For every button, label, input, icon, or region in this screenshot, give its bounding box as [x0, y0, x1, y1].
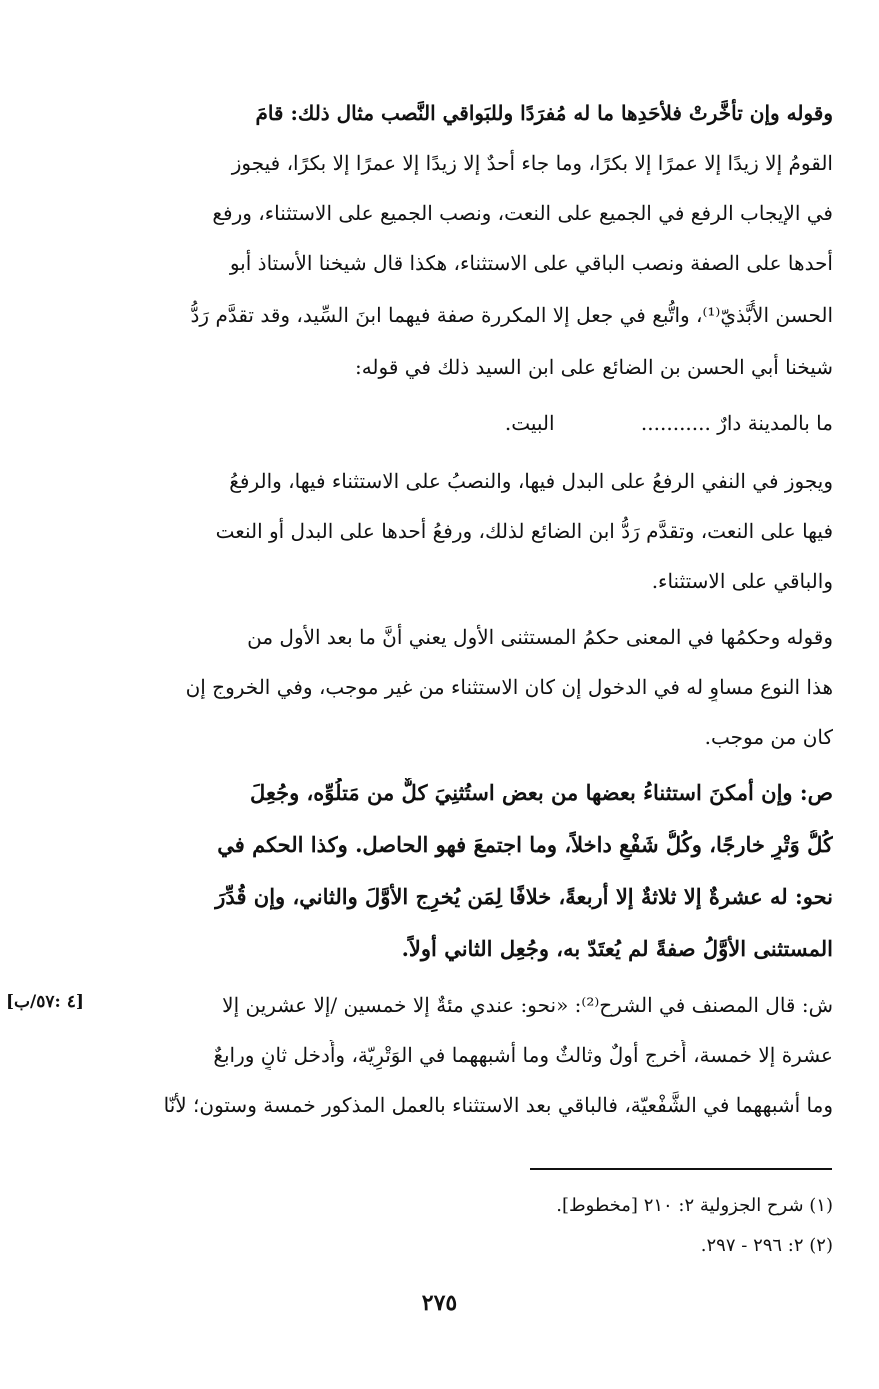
- text-line: الحسن الأُبَّذيّ⁽¹⁾، واتُّبع في جعل إلا المكررة صفة فيهما ابنَ السِّيد، وقد تقدَّم رَدُّ: [190, 303, 833, 327]
- text-line: [117, 98, 833, 128]
- verse-line: [117, 408, 833, 438]
- text-line: هذا النوع مساوٍ له في الدخول إن كان الاستثناء من غير موجب، وفي الخروج إن: [185, 675, 833, 699]
- quoted-text: وقوله وإن تأخَّرتْ فلأحَدِها ما له مُفرَدًا وللبَواقي النَّصب مثال ذلك: قامَ: [255, 101, 833, 125]
- footnote: (١) شرح الجزولية ٢: ٢١٠ [مخطوط].: [556, 1195, 833, 1216]
- text-line: القومُ إلا زيدًا إلا عمرًا إلا بكرًا، وما جاء أحدٌ إلا زيدًا إلا عمرًا إلا بكرًا، فيجوز: [231, 151, 833, 175]
- matn-line: المستثنى الأوَّلُ صفةً لم يُعتَدّ به، وجُعِل الثاني أولاً.: [401, 936, 833, 961]
- text-line: وقوله وحكمُها في المعنى حكمُ المستثنى الأول يعني أنَّ ما بعد الأول من: [247, 625, 833, 649]
- manuscript-folio-note: [٤ :٥٧/ب]: [6, 992, 84, 1012]
- text-line: شيخنا أبي الحسن بن الضائع على ابن السيد ذلك في قوله:: [354, 355, 833, 379]
- text-line: عشرة إلا خمسة، أُخرج أولٌ وثالثٌ وما أشبههما في الوَتْرِيّة، وأُدخل ثانٍ ورابعٌ: [213, 1043, 833, 1067]
- text-line: ويجوز في النفي الرفعُ على البدل فيها، والنصبُ على الاستثناء فيها، والرفعُ: [229, 469, 833, 493]
- text-line: ش: قال المصنف في الشرح⁽²⁾: «نحو: عندي مئةٌ إلا خمسين /إلا عشرين إلا: [222, 993, 833, 1017]
- matn-line: نحو: له عشرةٌ إلا ثلاثةٌ إلا أربعةً، خلافًا لِمَن يُخرِج الأوَّلَ والثاني، وإن قُدِّرَ: [215, 884, 833, 909]
- footnote-divider: [530, 1168, 832, 1170]
- text-line: أحدها على الصفة ونصب الباقي على الاستثناء، هكذا قال شيخنا الأستاذ أبو: [229, 251, 833, 275]
- matn-line: ص: وإن أمكنَ استثناءُ بعضها من بعض استُثنِيَ كلٌّ من مَتلُوِّه، وجُعِلَ: [250, 780, 833, 805]
- text-line: في الإيجاب الرفع في الجميع على النعت، ونصب الجميع على الاستثناء، ورفع: [212, 201, 833, 225]
- verse-second-hemistich: البيت.: [504, 411, 555, 435]
- verse-first-hemistich: ما بالمدينة دارٌ ...........: [640, 411, 833, 435]
- text-line: والباقي على الاستثناء.: [651, 569, 833, 593]
- footnote: (٢) ٢: ٢٩٦ - ٢٩٧.: [700, 1235, 833, 1256]
- page-number: ٢٧٥: [421, 1290, 458, 1316]
- matn-line: كُلُّ وَتْرٍ خارجًا، وكُلُّ شَفْعٍ داخلاً، وما اجتمعَ فهو الحاصل. وكذا الحكم في: [217, 832, 833, 857]
- text-line: كان من موجب.: [704, 725, 833, 749]
- text-line: فيها على النعت، وتقدَّم رَدُّ ابن الضائع لذلك، ورفعُ أحدها على البدل أو النعت: [215, 519, 833, 543]
- text-line: وما أشبههما في الشَّفْعيّة، فالباقي بعد الاستثناء بالعمل المذكور خمسة وستون؛ لأنّا: [163, 1093, 833, 1117]
